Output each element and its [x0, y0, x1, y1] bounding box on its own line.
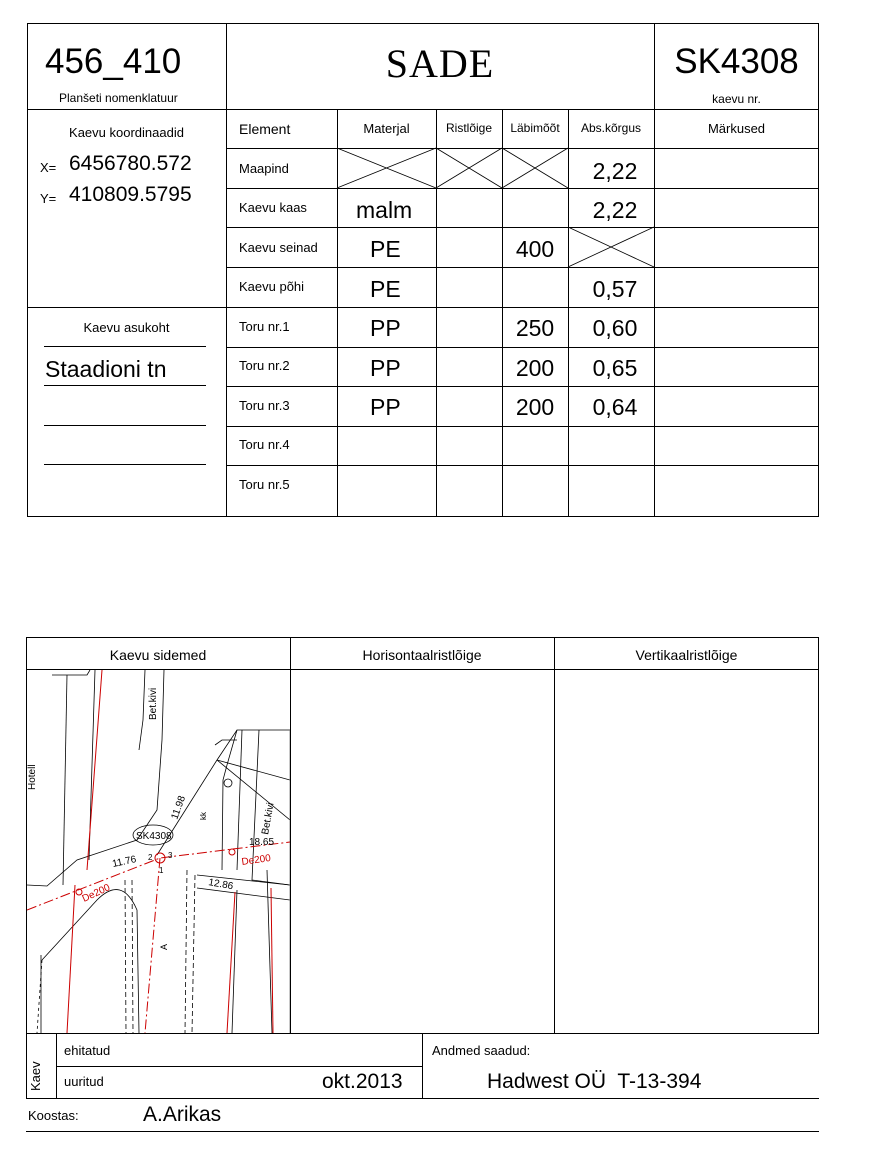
well-number-label: kaevu nr.	[712, 92, 761, 106]
map-label-distance: 12.86	[207, 877, 235, 893]
th-diameter: Läbimõõt	[510, 121, 560, 135]
map-label-point: 1	[159, 866, 164, 875]
cell-abs-height: 2,22	[592, 158, 638, 184]
th-element: Element	[239, 121, 291, 137]
source-label: Andmed saadud:	[432, 1043, 531, 1058]
map-label-bet-kivi: Bet.kivi	[260, 801, 277, 836]
th-material: Materjal	[363, 121, 410, 136]
cell-abs-height: 0,65	[592, 355, 638, 381]
cell-material: malm	[356, 197, 413, 223]
row-element: Toru nr.3	[239, 398, 290, 413]
measured-date: okt.2013	[322, 1070, 403, 1093]
coord-y-prefix: Y=	[40, 191, 57, 206]
cell-material: PP	[370, 315, 401, 341]
cell-diameter: 250	[515, 315, 555, 341]
cell-material: PP	[370, 355, 401, 381]
cell-material: PP	[370, 394, 401, 420]
location-value: Staadioni tn	[45, 356, 167, 382]
divider	[554, 637, 555, 1034]
cell-diameter: 400	[515, 236, 555, 262]
measured-label: uuritud	[64, 1074, 104, 1089]
map-label-point: 2	[148, 853, 153, 862]
form-title: SADE	[385, 41, 495, 86]
row-element: Kaevu kaas	[239, 200, 307, 215]
cell-material: PE	[370, 276, 401, 302]
nomenclature-label: Planšeti nomenklatuur	[59, 91, 178, 105]
col-header-links: Kaevu sidemed	[109, 647, 207, 663]
author-label: Koostas:	[28, 1108, 79, 1123]
cell-diameter: 200	[515, 394, 555, 420]
row-element: Toru nr.5	[239, 477, 290, 492]
divider	[290, 637, 291, 1034]
cell-abs-height: 0,64	[592, 394, 638, 420]
cell-diameter: 200	[515, 355, 555, 381]
coord-y-value: 410809.5795	[69, 183, 192, 206]
divider	[26, 1033, 27, 1099]
row-element: Kaevu seinad	[239, 240, 318, 255]
map-label-distance: 11.76	[111, 854, 138, 870]
map-label-distance: 18.65	[249, 837, 275, 848]
map-label-kk: kk	[199, 812, 208, 820]
author-value: A.Arikas	[143, 1103, 222, 1126]
row-element: Toru nr.4	[239, 437, 290, 452]
map-label-pipe: De200	[240, 852, 272, 868]
row-element: Maapind	[239, 161, 289, 176]
col-header-vertical: Vertikaalristlõige	[635, 647, 738, 663]
cell-abs-height: 0,60	[592, 315, 638, 341]
map-label-pipe: De200	[80, 882, 112, 905]
divider	[56, 1066, 422, 1067]
source-value: Hadwest OÜ T-13-394	[487, 1070, 702, 1093]
location-map	[27, 670, 290, 1033]
divider	[26, 1098, 819, 1099]
th-remarks: Märkused	[707, 121, 766, 136]
cell-abs-height: 2,22	[592, 197, 638, 223]
cell-material: PE	[370, 236, 401, 262]
col-header-horizontal: Horisontaalristlõige	[362, 647, 482, 663]
divider	[26, 1131, 819, 1132]
map-label-distance: 11.98	[169, 794, 189, 822]
location-label: Kaevu asukoht	[83, 320, 170, 335]
row-element: Toru nr.2	[239, 358, 290, 373]
map-label-bet-kivi: Bet.kivi	[148, 687, 159, 720]
map-label-hotel: Hotell	[27, 764, 38, 790]
cell-abs-height: 0,57	[592, 276, 638, 302]
coord-x-prefix: X=	[40, 160, 57, 175]
nomenclature-value: 456_410	[45, 42, 182, 81]
th-cross-section: Ristlõige	[445, 121, 493, 135]
map-label-well: SK4308	[136, 831, 172, 842]
th-abs-height: Abs.kõrgus	[580, 121, 642, 135]
coords-label: Kaevu koordinaadid	[69, 125, 184, 140]
built-label: ehitatud	[64, 1043, 111, 1058]
kaev-label: Kaev	[28, 1061, 43, 1091]
map-label-a: A	[159, 943, 169, 950]
row-element: Toru nr.1	[239, 319, 290, 334]
row-element: Kaevu põhi	[239, 279, 305, 294]
divider	[422, 1033, 423, 1099]
map-label-point: 3	[168, 851, 173, 860]
well-number: SK4308	[674, 42, 799, 81]
coord-x-value: 6456780.572	[69, 152, 192, 175]
